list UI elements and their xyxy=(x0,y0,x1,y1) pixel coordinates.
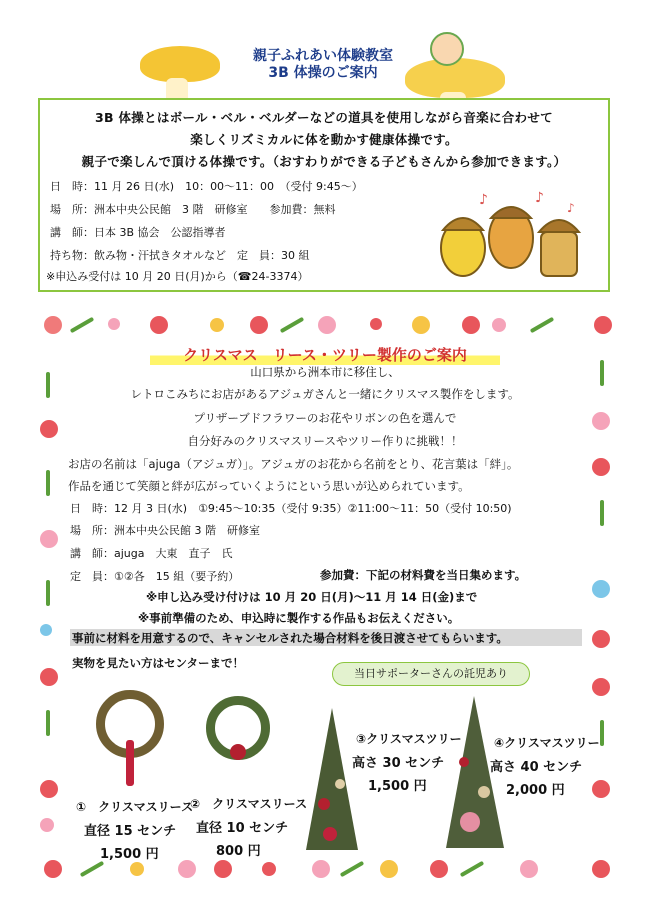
leaf-icon xyxy=(600,360,604,386)
christmas-shop-line2: 作品を通じて笑顔と絆が広がっていくようにという思いが込められています。 xyxy=(68,479,470,493)
product-1-price: 1,500 円 xyxy=(100,847,159,862)
acorn-characters-illustration xyxy=(435,188,585,280)
flower-icon xyxy=(592,860,610,878)
flower-icon xyxy=(592,580,610,598)
flower-icon xyxy=(40,420,58,438)
product-1-name: ① クリスマスリース xyxy=(76,800,194,814)
christmas-intro-line1: 山口県から洲本市に移住し、 xyxy=(250,365,400,379)
flower-icon xyxy=(592,780,610,798)
flower-icon xyxy=(412,316,430,334)
product-2-name: ② クリスマスリース xyxy=(190,797,308,811)
christmas-capacity: 定 員：①②各 15 組（要予約） xyxy=(70,570,240,583)
taiso-apply: ※申込み受付は 10 月 20 日(月)から（☎24-3374） xyxy=(46,270,309,283)
christmas-intro-line4: 自分好みのクリスマスリースやツリー作りに挑戦！！ xyxy=(187,434,463,448)
flower-icon xyxy=(250,316,268,334)
christmas-apply: ※申し込み受け付けは 10 月 20 日(月)～11 月 14 日(金)まで xyxy=(146,590,478,604)
flower-icon xyxy=(40,818,54,832)
flower-icon xyxy=(262,862,276,876)
flower-icon xyxy=(592,678,610,696)
christmas-title: クリスマス リース・ツリー製作のご案内 xyxy=(150,344,500,365)
leaf-icon xyxy=(340,861,365,877)
flower-icon xyxy=(44,316,62,334)
banner-title-line2: 3B 体操のご案内 xyxy=(268,65,378,81)
taiso-intro-line2: 楽しくリズミカルに体を動かす健康体操です。 xyxy=(190,132,458,147)
taiso-place: 場 所：洲本中央公民館 3 階 研修室 参加費：無料 xyxy=(50,203,336,216)
leaf-icon xyxy=(70,317,95,333)
flower-icon xyxy=(430,860,448,878)
christmas-note2: 事前に材料を用意するので、キャンセルされた場合材料を後日渡させてもらいます。 xyxy=(72,631,508,645)
product-4-price: 2,000 円 xyxy=(506,783,565,798)
flower-icon xyxy=(520,860,538,878)
flower-icon xyxy=(492,318,506,332)
taiso-intro-line3: 親子で楽しんで頂ける体操です。（おすわりができる子どもさんから参加できます。） xyxy=(81,154,567,169)
christmas-note1: ※事前準備のため、申込時に製作する作品もお伝えください。 xyxy=(138,611,460,625)
svg-text:♪: ♪ xyxy=(479,192,488,208)
ribbon-icon xyxy=(126,740,134,786)
flower-icon xyxy=(210,318,224,332)
taiso-info-box xyxy=(38,98,610,292)
christmas-datetime: 日 時：12 月 3 日(水) ①9:45～10:35（受付 9:35）②11:00～11：50（受付 10:50) xyxy=(70,502,512,515)
tree-photo-3 xyxy=(300,704,364,854)
leaf-icon xyxy=(600,500,604,526)
flower-icon xyxy=(130,862,144,876)
flower-icon xyxy=(44,860,62,878)
flower-icon xyxy=(592,630,610,648)
flower-icon xyxy=(312,860,330,878)
product-3-name: ③クリスマスツリー xyxy=(356,732,462,746)
taiso-bring: 持ち物：飲み物・汗拭きタオルなど 定 員：30 組 xyxy=(50,249,310,262)
leaf-icon xyxy=(46,372,50,398)
christmas-intro-line3: プリザーブドフラワーのお花やリボンの色を選んで xyxy=(193,411,457,425)
leaf-icon xyxy=(46,470,50,496)
taiso-intro-line1: 3B 体操とはボール・ベル・ベルダーなどの道具を使用しながら音楽に合わせて xyxy=(95,110,553,125)
flower-icon xyxy=(150,316,168,334)
flower-icon xyxy=(592,412,610,430)
christmas-note3: 実物を見たい方はセンターまで！ xyxy=(72,656,245,670)
product-4-size: 高さ 40 センチ xyxy=(490,760,583,775)
flower-icon xyxy=(592,458,610,476)
christmas-intro-line2: レトロこみちにお店があるアジュガさんと一緒にクリスマス製作をします。 xyxy=(130,387,520,401)
product-1-size: 直径 15 センチ xyxy=(84,824,177,839)
banner-title xyxy=(198,48,448,82)
flower-icon xyxy=(214,860,232,878)
flower-icon xyxy=(178,860,196,878)
christmas-instructor: 講 師：ajuga 大東 直子 氏 xyxy=(70,547,233,560)
svg-text:♪: ♪ xyxy=(535,190,544,206)
leaf-icon xyxy=(46,710,50,736)
banner-title-line1: 親子ふれあい体験教室 xyxy=(253,48,393,64)
christmas-fee: 参加費：下記の材料費を当日集めます。 xyxy=(320,568,527,582)
product-3-size: 高さ 30 センチ xyxy=(352,756,445,771)
red-flower-icon xyxy=(230,744,246,760)
flower-icon xyxy=(40,530,58,548)
leaf-icon xyxy=(280,317,305,333)
header-banner xyxy=(140,28,510,108)
childcare-support-badge: 当日サポーターさんの託児あり xyxy=(332,662,530,686)
flower-icon xyxy=(40,668,58,686)
svg-text:♪: ♪ xyxy=(567,201,575,215)
christmas-place: 場 所：洲本中央公民館 3 階 研修室 xyxy=(70,524,260,537)
flower-icon xyxy=(40,624,52,636)
product-2-size: 直径 10 センチ xyxy=(196,821,289,836)
product-3-price: 1,500 円 xyxy=(368,779,427,794)
flower-icon xyxy=(108,318,120,330)
taiso-instructor: 講 師：日本 3B 協会 公認指導者 xyxy=(50,226,226,239)
flower-icon xyxy=(318,316,336,334)
leaf-icon xyxy=(530,317,555,333)
flower-icon xyxy=(462,316,480,334)
flower-icon xyxy=(594,316,612,334)
leaf-icon xyxy=(80,861,105,877)
product-2-price: 800 円 xyxy=(216,844,261,859)
product-4-name: ④クリスマスツリー xyxy=(494,736,600,750)
flower-icon xyxy=(40,780,58,798)
flower-icon xyxy=(380,860,398,878)
christmas-shop-line1: お店の名前は「ajuga（アジュガ）」。アジュガのお花から名前をとり、花言葉は「絆」。 xyxy=(68,457,519,471)
leaf-icon xyxy=(46,580,50,606)
flower-icon xyxy=(370,318,382,330)
leaf-icon xyxy=(600,720,604,746)
leaf-icon xyxy=(460,861,485,877)
taiso-datetime: 日 時：11 月 26 日(水) 10：00～11：00 （受付 9:45～） xyxy=(50,180,363,193)
